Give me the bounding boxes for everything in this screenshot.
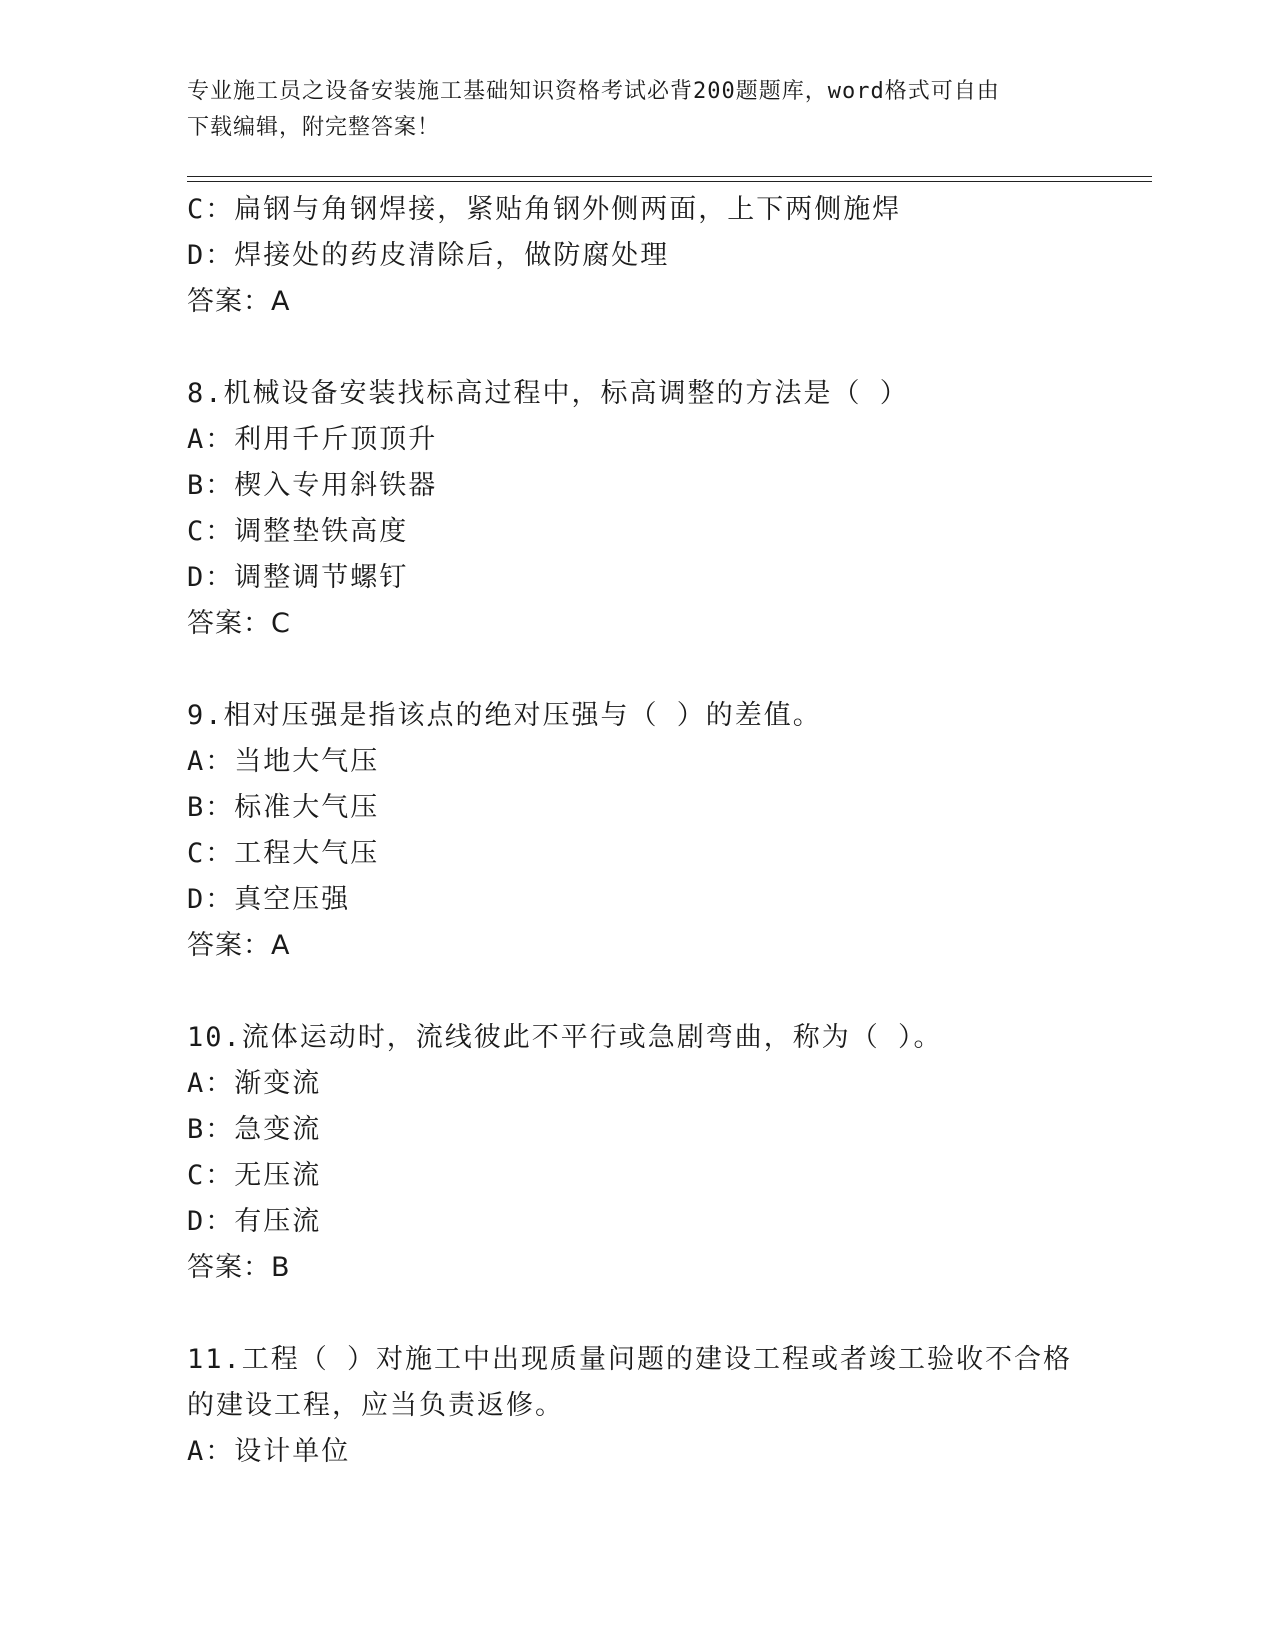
q11-question-line-2: 的建设工程，应当负责返修。 [187,1390,564,1421]
q9-option-c: C：工程大气压 [187,838,380,869]
q8-option-b: B：楔入专用斜铁器 [187,470,438,501]
q10-question: 10.流体运动时，流线彼此不平行或急剧弯曲，称为（ ）。 [187,1022,943,1053]
q8-question: 8.机械设备安装找标高过程中，标高调整的方法是（ ） [187,378,909,409]
q8-option-a: A：利用千斤顶顶升 [187,424,438,455]
header-line-2: 下载编辑，附完整答案！ [187,115,441,140]
q7-option-d: D：焊接处的药皮清除后，做防腐处理 [187,240,670,271]
q8-option-c: C：调整垫铁高度 [187,516,409,547]
document-page [187,0,1152,1650]
q10-answer: 答案：B [187,1252,291,1283]
q9-question: 9.相对压强是指该点的绝对压强与（ ）的差值。 [187,700,822,731]
q9-option-b: B：标准大气压 [187,792,380,823]
header-divider [187,176,1152,182]
document-header [187,74,1087,146]
q10-option-d: D：有压流 [187,1206,322,1237]
question-list [187,187,1087,1475]
q10-option-c: C：无压流 [187,1160,322,1191]
q8-answer: 答案：C [187,608,291,639]
header-line-1: 专业施工员之设备安装施工基础知识资格考试必背200题题库，word格式可自由 [187,79,1000,104]
q9-option-d: D：真空压强 [187,884,351,915]
q9-option-a: A：当地大气压 [187,746,380,777]
q11-option-a: A：设计单位 [187,1436,351,1467]
q8-option-d: D：调整调节螺钉 [187,562,409,593]
q11-question-line-1: 11.工程（ ）对施工中出现质量问题的建设工程或者竣工验收不合格 [187,1344,1073,1375]
q10-option-a: A：渐变流 [187,1068,322,1099]
q7-option-c: C：扁钢与角钢焊接，紧贴角钢外侧两面，上下两侧施焊 [187,194,902,225]
q7-answer: 答案：A [187,286,291,317]
q9-answer: 答案：A [187,930,291,961]
q10-option-b: B：急变流 [187,1114,322,1145]
